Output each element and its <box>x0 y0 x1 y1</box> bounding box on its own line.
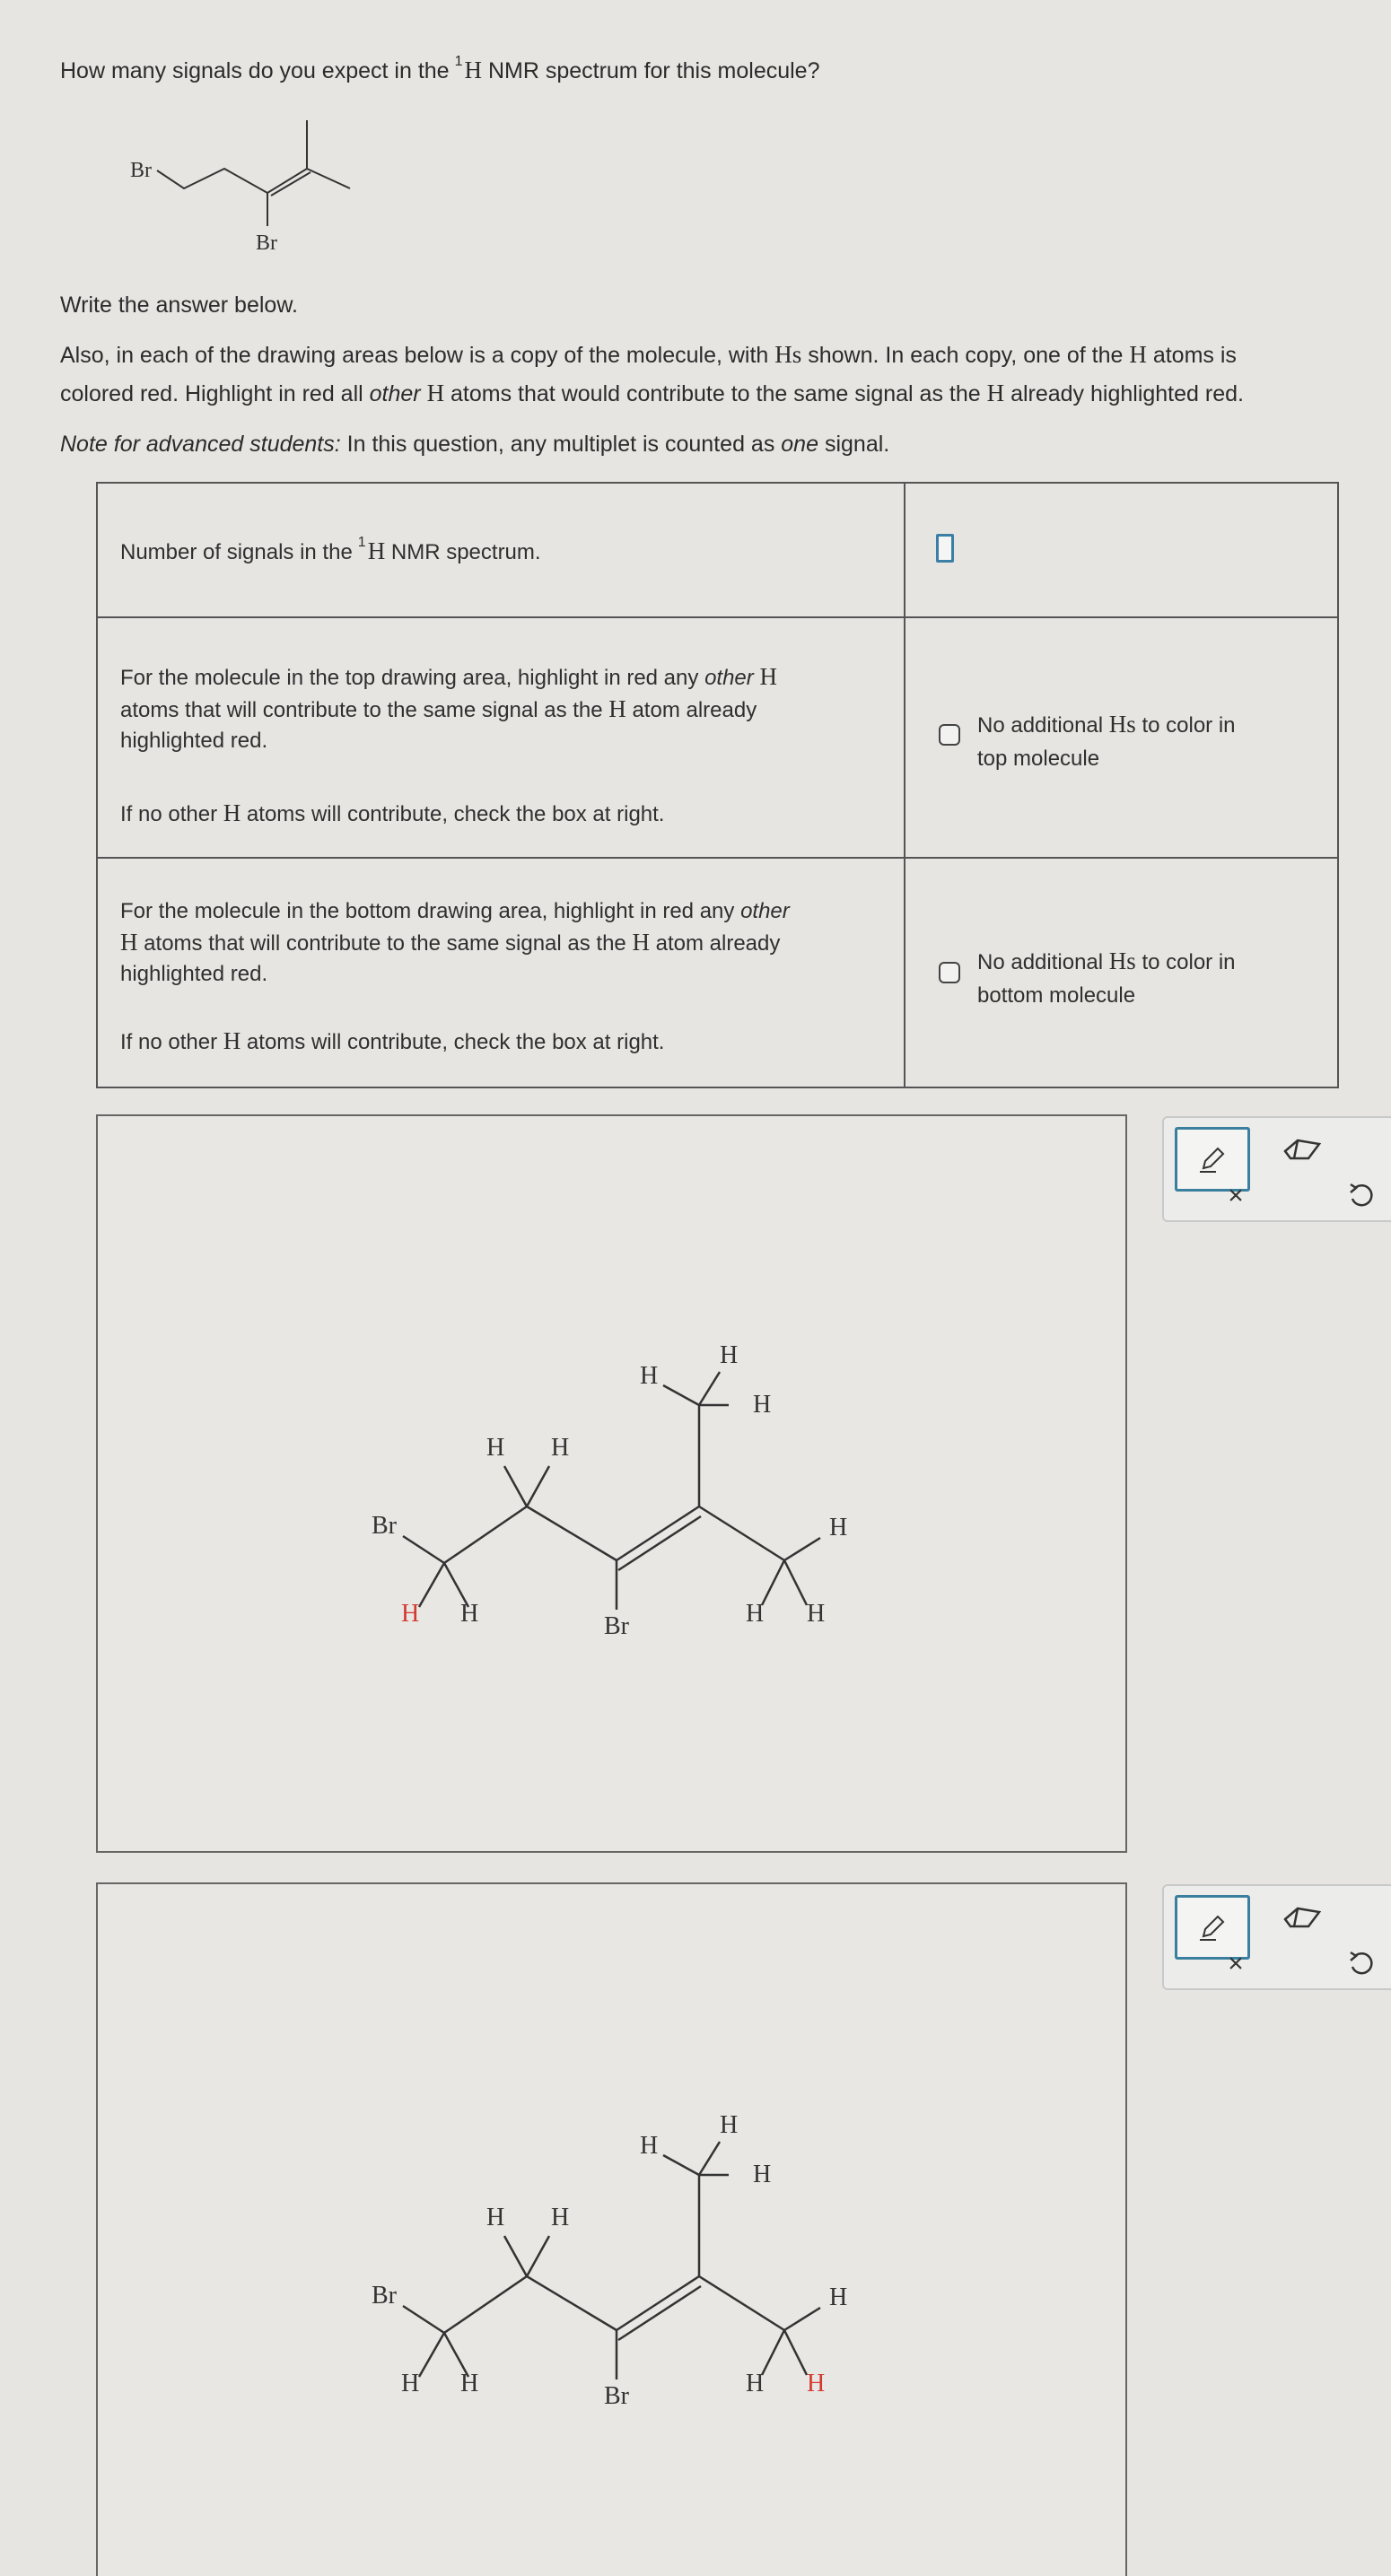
top-h: H <box>551 1434 570 1462</box>
top-h: H <box>640 1362 659 1390</box>
top-undo-button[interactable] <box>1334 1174 1388 1218</box>
top-h-red: H <box>401 1600 420 1628</box>
bottom-br-2: Br <box>604 2382 629 2410</box>
bottom-molecule-fallback: If no other H atoms will contribute, check the box at right. <box>120 1027 665 1054</box>
undo-icon <box>1346 1181 1377 1211</box>
bottom-h: H <box>829 2283 848 2311</box>
bottom-molecule-checkbox[interactable] <box>939 962 960 983</box>
bottom-molecule-structure <box>98 1884 1129 2576</box>
advanced-note: Note for advanced students: In this question, any multiplet is counted as one signal. <box>60 432 890 457</box>
top-br-2: Br <box>604 1612 629 1640</box>
bottom-drawing-area[interactable] <box>96 1882 1127 2576</box>
bottom-h: H <box>486 2204 505 2231</box>
bottom-clear-button[interactable] <box>1209 1942 1263 1987</box>
pencil-icon <box>1194 1141 1230 1177</box>
top-br-1: Br <box>372 1512 397 1540</box>
top-h: H <box>746 1600 765 1628</box>
top-clear-button[interactable] <box>1209 1174 1263 1218</box>
bottom-molecule-checkbox-label[interactable]: No additional Hs to color in bottom molecule <box>977 947 1236 1008</box>
top-molecule-checkbox[interactable] <box>939 724 960 746</box>
signals-label: Number of signals in the $^1$H NMR spectrum. <box>120 535 541 564</box>
top-molecule-instructions: For the molecule in the top drawing area, highlight in red any other H atoms that will contribute to the same signal as the H atom already highlighted red. <box>120 663 777 753</box>
bottom-h: H <box>640 2132 659 2160</box>
top-h: H <box>753 1391 772 1419</box>
top-molecule-row <box>98 618 1337 859</box>
top-h: H <box>486 1434 505 1462</box>
bottom-h: H <box>460 2370 479 2397</box>
top-h: H <box>807 1600 826 1628</box>
small-molecule <box>117 108 386 260</box>
small-br-top: Br <box>130 159 152 182</box>
undo-icon <box>1346 1949 1377 1979</box>
bottom-h: H <box>551 2204 570 2231</box>
eraser-icon <box>1280 1131 1325 1167</box>
pencil-icon <box>1194 1909 1230 1945</box>
bottom-molecule-instructions: For the molecule in the bottom drawing area, highlight in red any other H atoms that will contribute to the same signal as the H atom already highlighted red. <box>120 899 790 986</box>
answer-table <box>96 482 1339 1088</box>
top-molecule-checkbox-label[interactable]: No additional Hs to color in top molecule <box>977 711 1236 771</box>
write-instruction: Write the answer below. <box>60 293 298 318</box>
bottom-h: H <box>720 2111 739 2139</box>
question-text: How many signals do you expect in the $^1$H NMR spectrum for this molecule? <box>60 54 820 83</box>
top-drawing-area[interactable] <box>96 1114 1127 1853</box>
bottom-h: H <box>753 2161 772 2188</box>
bottom-br-1: Br <box>372 2282 397 2310</box>
close-icon: × <box>1228 1181 1244 1210</box>
bottom-h: H <box>746 2370 765 2397</box>
top-molecule-structure <box>98 1116 1129 1855</box>
bottom-molecule-row <box>98 859 1337 1087</box>
signals-answer-input[interactable] <box>936 534 954 563</box>
bottom-h-red: H <box>807 2370 826 2397</box>
instructions-paragraph: Also, in each of the drawing areas below is a copy of the molecule, with Hs shown. In each copy, one of the H atoms is colored red. Highlight in red all other H atoms that would contribute to the same signal as the H already highlighted red. <box>60 341 1244 406</box>
top-molecule-fallback: If no other H atoms will contribute, check the box at right. <box>120 799 665 826</box>
signals-row <box>98 484 1337 618</box>
eraser-icon <box>1280 1899 1325 1935</box>
small-br-bottom: Br <box>256 231 277 255</box>
bottom-eraser-button[interactable] <box>1275 1895 1329 1940</box>
top-toolbar <box>1162 1116 1391 1222</box>
bottom-toolbar <box>1162 1884 1391 1990</box>
bottom-undo-button[interactable] <box>1334 1942 1388 1987</box>
top-eraser-button[interactable] <box>1275 1127 1329 1172</box>
top-h: H <box>829 1514 848 1541</box>
top-h: H <box>720 1341 739 1369</box>
close-icon: × <box>1228 1949 1244 1978</box>
bottom-h: H <box>401 2370 420 2397</box>
top-h: H <box>460 1600 479 1628</box>
